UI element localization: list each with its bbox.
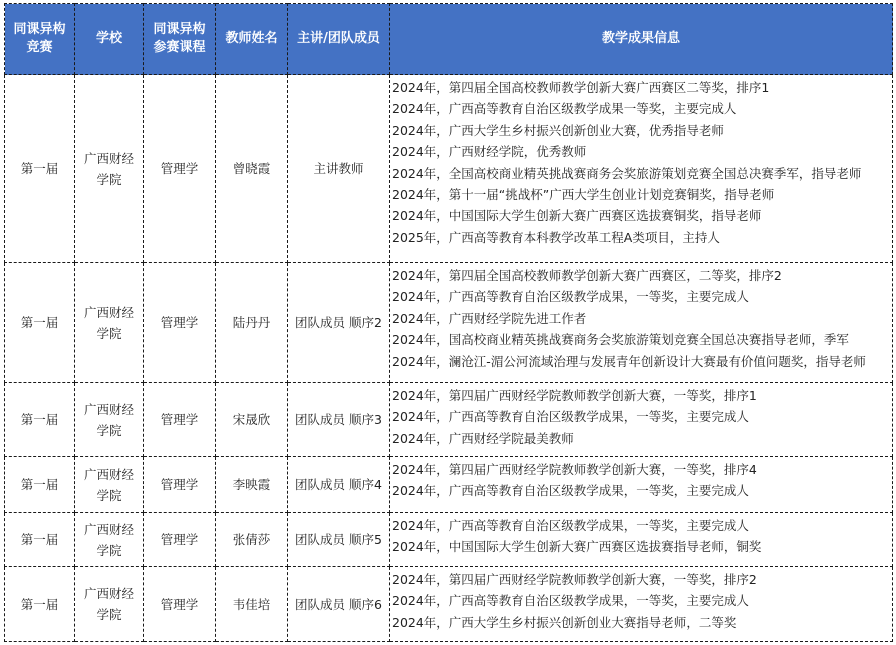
school-cell: 广西财经学院 — [75, 263, 144, 383]
competition-cell: 第一届 — [5, 75, 75, 263]
header-course: 同课异构参赛课程 — [144, 4, 216, 75]
achievements-cell — [390, 383, 893, 457]
achievement-item: 2024年，广西财经学院先进工作者 — [392, 310, 587, 326]
role-cell: 团队成员 顺序2 — [288, 263, 390, 383]
competition-cell: 第一届 — [5, 383, 75, 457]
achievement-item: 2024年，广西大学生乡村振兴创新创业大赛指导老师，二等奖 — [392, 614, 737, 630]
course-cell: 管理学 — [144, 263, 216, 383]
course-cell: 管理学 — [144, 457, 216, 513]
competition-cell: 第一届 — [5, 457, 75, 513]
teacher-name-cell: 李映霞 — [216, 457, 288, 513]
achievement-item: 2024年，全国高校商业精英挑战赛商务会奖旅游策划竞赛全国总决赛季军，指导老师 — [392, 165, 862, 181]
achievement-item: 2024年，广西大学生乡村振兴创新创业大赛，优秀指导老师 — [392, 122, 724, 138]
teacher-name-cell: 曾晓霞 — [216, 75, 288, 263]
achievement-item: 2024年，广西高等教育自治区级教学成果一等奖，主要完成人 — [392, 101, 737, 117]
course-cell: 管理学 — [144, 513, 216, 567]
achievement-item: 2024年，广西高等教育自治区级教学成果，一等奖，主要完成人 — [392, 483, 749, 499]
role-cell: 主讲教师 — [288, 75, 390, 263]
table-row — [5, 263, 893, 383]
achievement-item: 2024年，广西高等教育自治区级教学成果，一等奖，主要完成人 — [392, 518, 749, 533]
achievements-cell — [390, 567, 893, 642]
achievements-table — [4, 3, 893, 642]
competition-cell: 第一届 — [5, 513, 75, 567]
competition-cell: 第一届 — [5, 567, 75, 642]
school-cell: 广西财经学院 — [75, 457, 144, 513]
achievement-item: 2024年，广西财经学院，优秀教师 — [392, 144, 587, 160]
achievement-item: 2024年，广西高等教育自治区级教学成果，一等奖，主要完成人 — [392, 593, 749, 609]
achievement-item: 2024年，第四届全国高校教师教学创新大赛广西赛区，二等奖，排序2 — [392, 268, 782, 283]
teacher-name-cell: 张倩莎 — [216, 513, 288, 567]
role-cell: 团队成员 顺序4 — [288, 457, 390, 513]
achievement-item: 2024年，第四届全国高校教师教学创新大赛广西赛区二等奖，排序1 — [392, 80, 770, 95]
role-cell: 团队成员 顺序5 — [288, 513, 390, 567]
achievement-item: 2025年，广西高等教育本科教学改革工程A类项目，主持人 — [392, 229, 720, 245]
achievement-item: 2024年，广西高等教育自治区级教学成果，一等奖，主要完成人 — [392, 409, 749, 425]
school-cell: 广西财经学院 — [75, 567, 144, 642]
achievement-item: 2024年，中国国际大学生创新大赛广西赛区选拔赛铜奖，指导老师 — [392, 208, 762, 224]
table-row — [5, 75, 893, 263]
teacher-name-cell: 宋晟欣 — [216, 383, 288, 457]
table-row — [5, 567, 893, 642]
achievement-item: 2024年，第十一届“挑战杯”广西大学生创业计划竞赛铜奖，指导老师 — [392, 186, 775, 202]
role-cell: 团队成员 顺序6 — [288, 567, 390, 642]
header-competition: 同课异构竞赛 — [5, 4, 75, 75]
school-cell: 广西财经学院 — [75, 75, 144, 263]
achievement-item: 2024年，广西高等教育自治区级教学成果，一等奖，主要完成人 — [392, 289, 749, 305]
achievements-cell — [390, 263, 893, 383]
achievement-item: 2024年，第四届广西财经学院教师教学创新大赛，一等奖，排序1 — [392, 388, 757, 403]
role-cell: 团队成员 顺序3 — [288, 383, 390, 457]
achievements-cell — [390, 75, 893, 263]
achievement-item: 2024年，广西财经学院最美教师 — [392, 430, 574, 446]
course-cell: 管理学 — [144, 75, 216, 263]
header-school: 学校 — [75, 4, 144, 75]
table-header-row — [5, 4, 893, 75]
table-row — [5, 457, 893, 513]
course-cell: 管理学 — [144, 383, 216, 457]
competition-cell: 第一届 — [5, 263, 75, 383]
table-row — [5, 383, 893, 457]
teacher-name-cell: 陆丹丹 — [216, 263, 288, 383]
achievements-cell — [390, 513, 893, 567]
achievement-item: 2024年，国高校商业精英挑战赛商务会奖旅游策划竞赛全国总决赛指导老师，季军 — [392, 332, 849, 348]
course-cell: 管理学 — [144, 567, 216, 642]
achievement-item: 2024年，第四届广西财经学院教师教学创新大赛，一等奖，排序2 — [392, 572, 757, 587]
header-teacher-name: 教师姓名 — [216, 4, 288, 75]
table-row — [5, 513, 893, 567]
header-achievements: 教学成果信息 — [390, 4, 893, 75]
school-cell: 广西财经学院 — [75, 383, 144, 457]
achievement-item: 2024年，澜沧江-湄公河流域治理与发展青年创新设计大赛最有价值问题奖，指导老师 — [392, 353, 866, 369]
header-role: 主讲/团队成员 — [288, 4, 390, 75]
teacher-name-cell: 韦佳培 — [216, 567, 288, 642]
school-cell: 广西财经学院 — [75, 513, 144, 567]
achievement-item: 2024年，第四届广西财经学院教师教学创新大赛，一等奖，排序4 — [392, 462, 757, 477]
achievement-item: 2024年，中国国际大学生创新大赛广西赛区选拔赛指导老师，铜奖 — [392, 539, 762, 555]
achievements-cell — [390, 457, 893, 513]
